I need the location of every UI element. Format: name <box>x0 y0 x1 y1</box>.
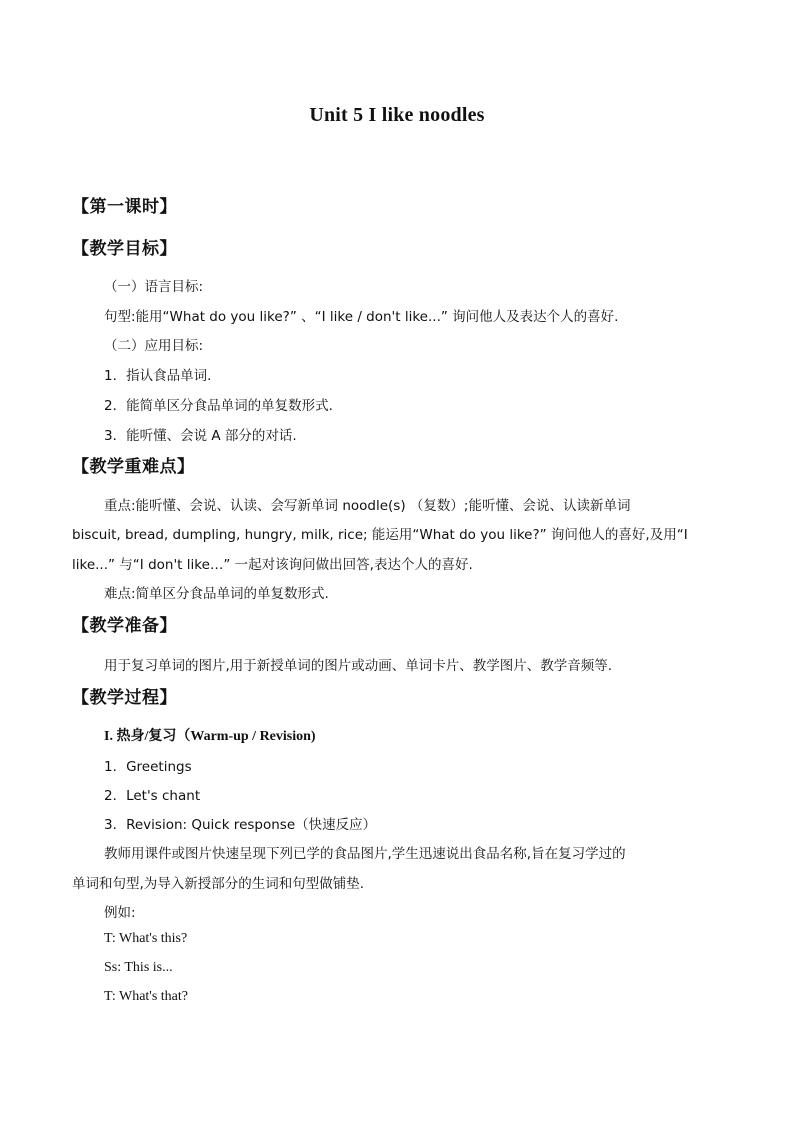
example-label: 例如: <box>104 905 136 921</box>
process-item: 1．Greetings <box>104 759 192 775</box>
application-goal-label: （二）应用目标: <box>104 338 204 354</box>
heading-objectives: 【教学目标】 <box>72 239 177 259</box>
process-paragraph-line: 教师用课件或图片快速呈现下列已学的食品图片,学生迅速说出食品名称,旨在复习学过的 <box>104 846 626 862</box>
key-points-line: like...” 与“I don't like…” 一起对该询问做出回答,表达个人的喜好. <box>72 557 473 573</box>
process-item: 3．Revision: Quick response（快速反应） <box>104 817 377 833</box>
difficulty-line: 难点:简单区分食品单词的单复数形式. <box>104 586 329 602</box>
sentence-pattern: 句型:能用“What do you like?” 、“I like / don't like...” 询问他人及表达个人的喜好. <box>104 309 619 325</box>
process-step-title: I. 热身/复习（Warm-up / Revision) <box>104 729 316 744</box>
objective-item: 2．能简单区分食品单词的单复数形式. <box>104 398 333 414</box>
preparation-text: 用于复习单词的图片,用于新授单词的图片或动画、单词卡片、教学图片、教学音频等. <box>104 658 613 674</box>
heading-process: 【教学过程】 <box>72 688 177 708</box>
objective-item: 3．能听懂、会说 A 部分的对话. <box>104 428 297 444</box>
language-goal-label: （一）语言目标: <box>104 279 204 295</box>
process-item: 2．Let's chant <box>104 788 201 804</box>
objective-item: 1．指认食品单词. <box>104 368 212 384</box>
key-points-line: 重点:能听懂、会说、认读、会写新单词 noodle(s) （复数）;能听懂、会说、认读新单词 <box>104 498 631 514</box>
key-points-line: biscuit, bread, dumpling, hungry, milk, rice; 能运用“What do you like?” 询问他人的喜好,及用“I <box>72 527 688 543</box>
document-title: Unit 5 I like noodles <box>309 104 485 126</box>
dialog-line: Ss: This is... <box>104 960 173 975</box>
dialog-line: T: What's that? <box>104 989 188 1004</box>
heading-preparation: 【教学准备】 <box>72 616 177 636</box>
dialog-line: T: What's this? <box>104 931 188 946</box>
heading-key-points: 【教学重难点】 <box>72 457 195 477</box>
heading-lesson: 【第一课时】 <box>72 197 177 217</box>
process-paragraph-line: 单词和句型,为导入新授部分的生词和句型做铺垫. <box>72 876 365 892</box>
